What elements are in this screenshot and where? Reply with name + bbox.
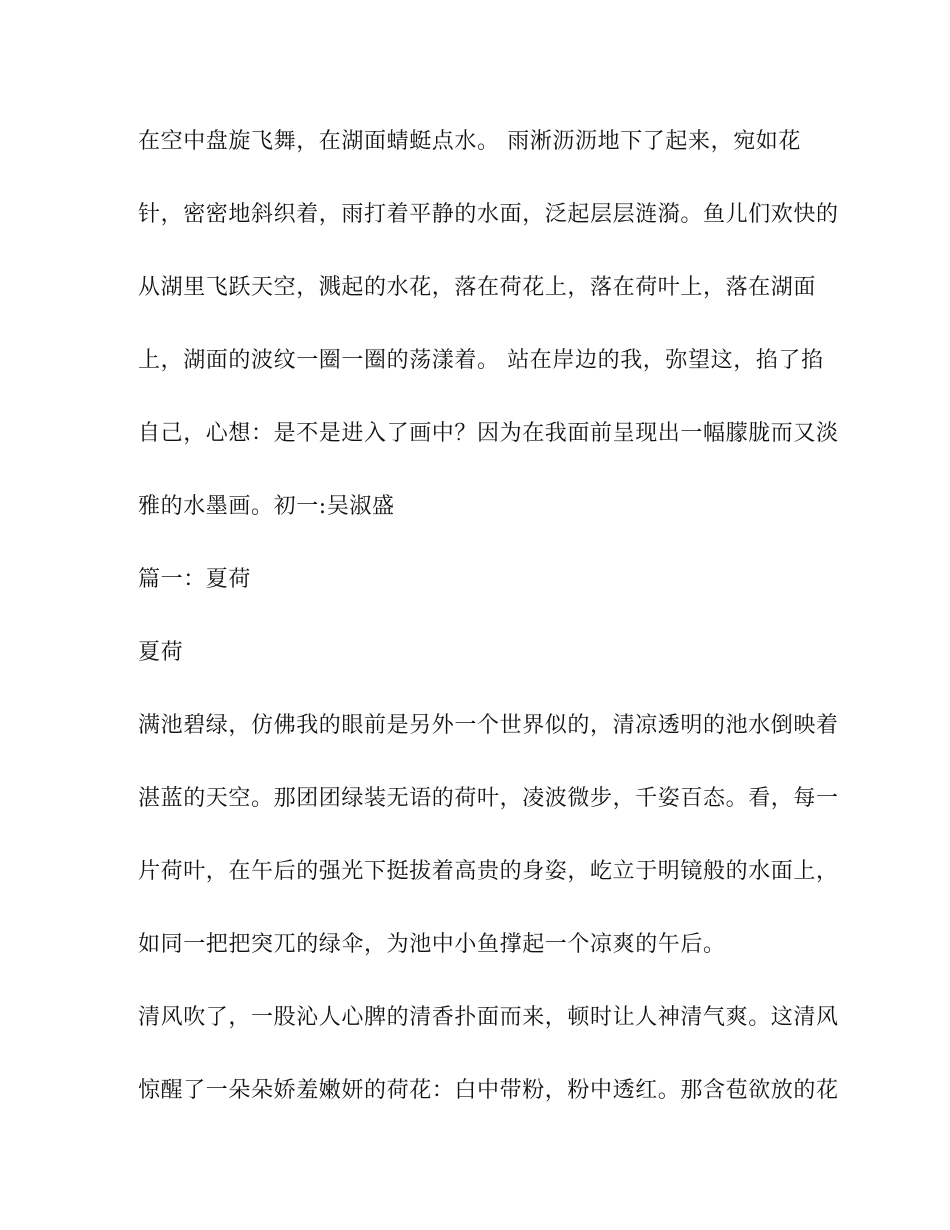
text-line: 雅的水墨画。初一:吴淑盛 <box>138 494 395 519</box>
text-line: 惊醒了一朵朵娇羞嫩妍的荷花：白中带粉，粉中透红。那含苞欲放的花 <box>138 1078 839 1103</box>
text-line: 清风吹了，一股沁人心脾的清香扑面而来，顿时让人神清气爽。这清风 <box>138 1005 839 1030</box>
text-line: 针，密密地斜织着，雨打着平静的水面，泛起层层涟漪。鱼儿们欢快的 <box>138 202 839 227</box>
text-line: 满池碧绿，仿佛我的眼前是另外一个世界似的，清凉透明的池水倒映着 <box>138 713 839 738</box>
text-line: 上，湖面的波纹一圈一圈的荡漾着。 站在岸边的我，弥望这，掐了掐 <box>138 348 824 373</box>
text-line: 片荷叶，在午后的强光下挺拔着高贵的身姿，屹立于明镜般的水面上， <box>138 859 839 884</box>
section-heading: 篇一：夏荷 <box>138 567 252 592</box>
article-title: 夏荷 <box>138 640 184 665</box>
text-line: 从湖里飞跃天空，溅起的水花，落在荷花上，落在荷叶上，落在湖面 <box>138 275 817 300</box>
text-line: 如同一把把突兀的绿伞，为池中小鱼撑起一个凉爽的午后。 <box>138 932 726 957</box>
text-line: 自己，心想：是不是进入了画中？因为在我面前呈现出一幅朦胧而又淡 <box>138 421 839 446</box>
text-line: 湛蓝的天空。那团团绿装无语的荷叶，凌波微步，千姿百态。看，每一 <box>138 786 839 811</box>
text-line: 在空中盘旋飞舞，在湖面蜻蜓点水。 雨淅沥沥地下了起来，宛如花 <box>138 129 801 154</box>
